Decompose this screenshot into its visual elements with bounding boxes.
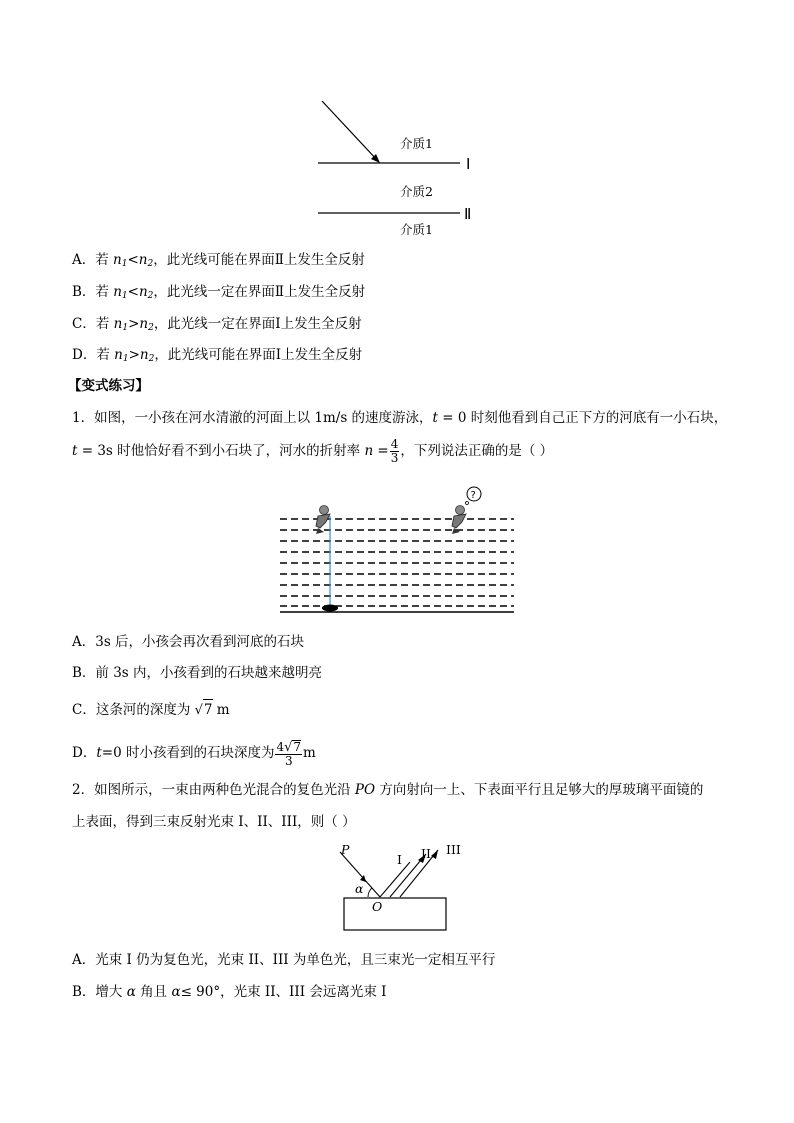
n1-symbol: n bbox=[113, 252, 122, 268]
river-diagram bbox=[278, 484, 516, 614]
n-symbol: n bbox=[364, 443, 374, 459]
q1-option-c-prefix: C．这条河的深度为 bbox=[72, 702, 195, 718]
q2-option-b-text-c: ≤ 90°，光束 II、III 会远离光束 I bbox=[180, 984, 387, 1000]
q2-text-1b: 方向射向一上、下表面平行且足够大的厚玻璃平面镜的 bbox=[375, 782, 704, 798]
q2-line-1 bbox=[72, 780, 703, 800]
n2-symbol: n bbox=[139, 316, 149, 332]
thought-question-mark: ? bbox=[470, 490, 476, 501]
label-beam-iii: III bbox=[446, 842, 461, 857]
equals: = bbox=[373, 443, 389, 459]
q2-text-1: 2．如图所示，一束由两种色光混合的复色光沿 bbox=[72, 782, 355, 798]
alpha-arc bbox=[368, 888, 372, 897]
interface-2-label: Ⅱ bbox=[464, 207, 472, 223]
fraction-numerator bbox=[275, 740, 302, 755]
n2-subscript: 2 bbox=[147, 291, 154, 301]
sqrt-icon: √ bbox=[284, 739, 293, 755]
depth-fraction bbox=[275, 740, 302, 768]
q1-line-1 bbox=[72, 408, 727, 428]
n1-subscript: 1 bbox=[121, 259, 128, 269]
option-c bbox=[72, 314, 362, 338]
unit: m bbox=[303, 745, 316, 761]
radicand: 7 bbox=[293, 739, 302, 754]
section-heading: 【变式练习】 bbox=[68, 378, 149, 394]
q1-option-d-prefix: D． bbox=[72, 745, 97, 761]
q2-option-b-text-b: 角且 bbox=[135, 984, 172, 1000]
q1-option-c bbox=[72, 699, 230, 721]
label-alpha: α bbox=[355, 881, 364, 896]
label-beam-ii: II bbox=[421, 846, 431, 861]
t-symbol: t bbox=[72, 443, 78, 459]
fraction-denominator: 3 bbox=[390, 451, 399, 465]
medium-top-label: 介质1 bbox=[400, 136, 433, 151]
option-b bbox=[72, 282, 365, 306]
n2-symbol: n bbox=[139, 347, 149, 363]
q2-option-b-text-a: B．增大 bbox=[72, 984, 127, 1000]
interface-1-label: Ⅰ bbox=[466, 157, 471, 173]
t-symbol: t bbox=[432, 410, 438, 426]
sqrt-icon: √ bbox=[194, 703, 203, 718]
q1-line-2 bbox=[72, 438, 553, 465]
n2-subscript: 2 bbox=[147, 259, 154, 269]
stone bbox=[322, 605, 338, 612]
n2-subscript: 2 bbox=[148, 354, 155, 364]
n1-symbol: n bbox=[114, 347, 123, 363]
q1-option-d bbox=[72, 738, 316, 768]
label-beam-i: I bbox=[397, 852, 402, 867]
q1-option-d-text: =0 时小孩看到的石块深度为 bbox=[101, 745, 275, 761]
q1-text-1b: = 0 时刻他看到自己正下方的河底有一小石块， bbox=[437, 410, 728, 426]
label-o: O bbox=[372, 899, 383, 914]
q1-text-2b: ，下列说法正确的是（ ） bbox=[400, 443, 554, 459]
n1-subscript: 1 bbox=[121, 291, 128, 301]
unit: m bbox=[212, 702, 230, 718]
option-a-text: ，此光线可能在界面Ⅱ上发生全反射 bbox=[153, 252, 365, 268]
n2-symbol: n bbox=[138, 252, 148, 268]
option-d bbox=[72, 345, 362, 369]
glass-block bbox=[344, 898, 446, 930]
option-b-text: ，此光线一定在界面Ⅱ上发生全反射 bbox=[153, 284, 366, 300]
q2-option-b bbox=[72, 982, 386, 1002]
option-a bbox=[72, 250, 365, 274]
po-symbol: PO bbox=[354, 782, 376, 798]
relation: < bbox=[127, 284, 139, 300]
medium-mid-label: 介质2 bbox=[400, 184, 433, 199]
q1-option-b: B．前 3s 内，小孩看到的石块越来越明亮 bbox=[72, 665, 323, 681]
n1-subscript: 1 bbox=[122, 354, 129, 364]
n1-subscript: 1 bbox=[122, 323, 129, 333]
n1-symbol: n bbox=[113, 284, 122, 300]
fraction-numerator: 4 bbox=[390, 437, 399, 451]
refractive-index-fraction bbox=[390, 438, 400, 465]
reflected-ray-3 bbox=[400, 850, 438, 897]
radicand: 7 bbox=[203, 699, 213, 720]
option-c-text: ，此光线一定在界面Ⅰ上发生全反射 bbox=[153, 316, 362, 332]
n1-symbol: n bbox=[113, 316, 123, 332]
relation: > bbox=[128, 316, 140, 332]
q2-option-a: A．光束 I 仍为复色光，光束 II、III 为单色光，且三束光一定相互平行 bbox=[72, 952, 496, 968]
q1-text-2a: = 3s 时他恰好看不到小石块了，河水的折射率 bbox=[77, 443, 365, 459]
option-d-prefix: D．若 bbox=[72, 347, 115, 363]
option-b-prefix: B．若 bbox=[72, 284, 114, 300]
t-symbol: t bbox=[96, 745, 102, 761]
option-d-text: ，此光线可能在界面Ⅰ上发生全反射 bbox=[154, 347, 363, 363]
water-dashes bbox=[280, 519, 514, 606]
q1-option-a: A．3s 后，小孩会再次看到河底的石块 bbox=[72, 634, 305, 650]
relation: < bbox=[127, 252, 139, 268]
medium-bot-label: 介质1 bbox=[400, 222, 433, 237]
option-a-prefix: A．若 bbox=[72, 252, 114, 268]
incident-ray bbox=[322, 101, 378, 161]
n2-subscript: 2 bbox=[148, 323, 154, 333]
alpha-symbol: α bbox=[171, 984, 181, 1000]
n2-symbol: n bbox=[138, 284, 148, 300]
fraction-denominator: 3 bbox=[284, 753, 293, 768]
q2-line-2: 上表面，得到三束反射光束 I、II、III，则（ ） bbox=[72, 814, 356, 830]
label-p: P bbox=[341, 842, 350, 857]
alpha-symbol: α bbox=[126, 984, 136, 1000]
q1-text-1: 1．如图，一小孩在河水清澈的河面上以 1m/s 的速度游泳， bbox=[72, 410, 433, 426]
coefficient: 4 bbox=[276, 739, 285, 754]
option-c-prefix: C．若 bbox=[72, 316, 114, 332]
figure-river bbox=[278, 484, 516, 614]
relation: > bbox=[128, 347, 140, 363]
